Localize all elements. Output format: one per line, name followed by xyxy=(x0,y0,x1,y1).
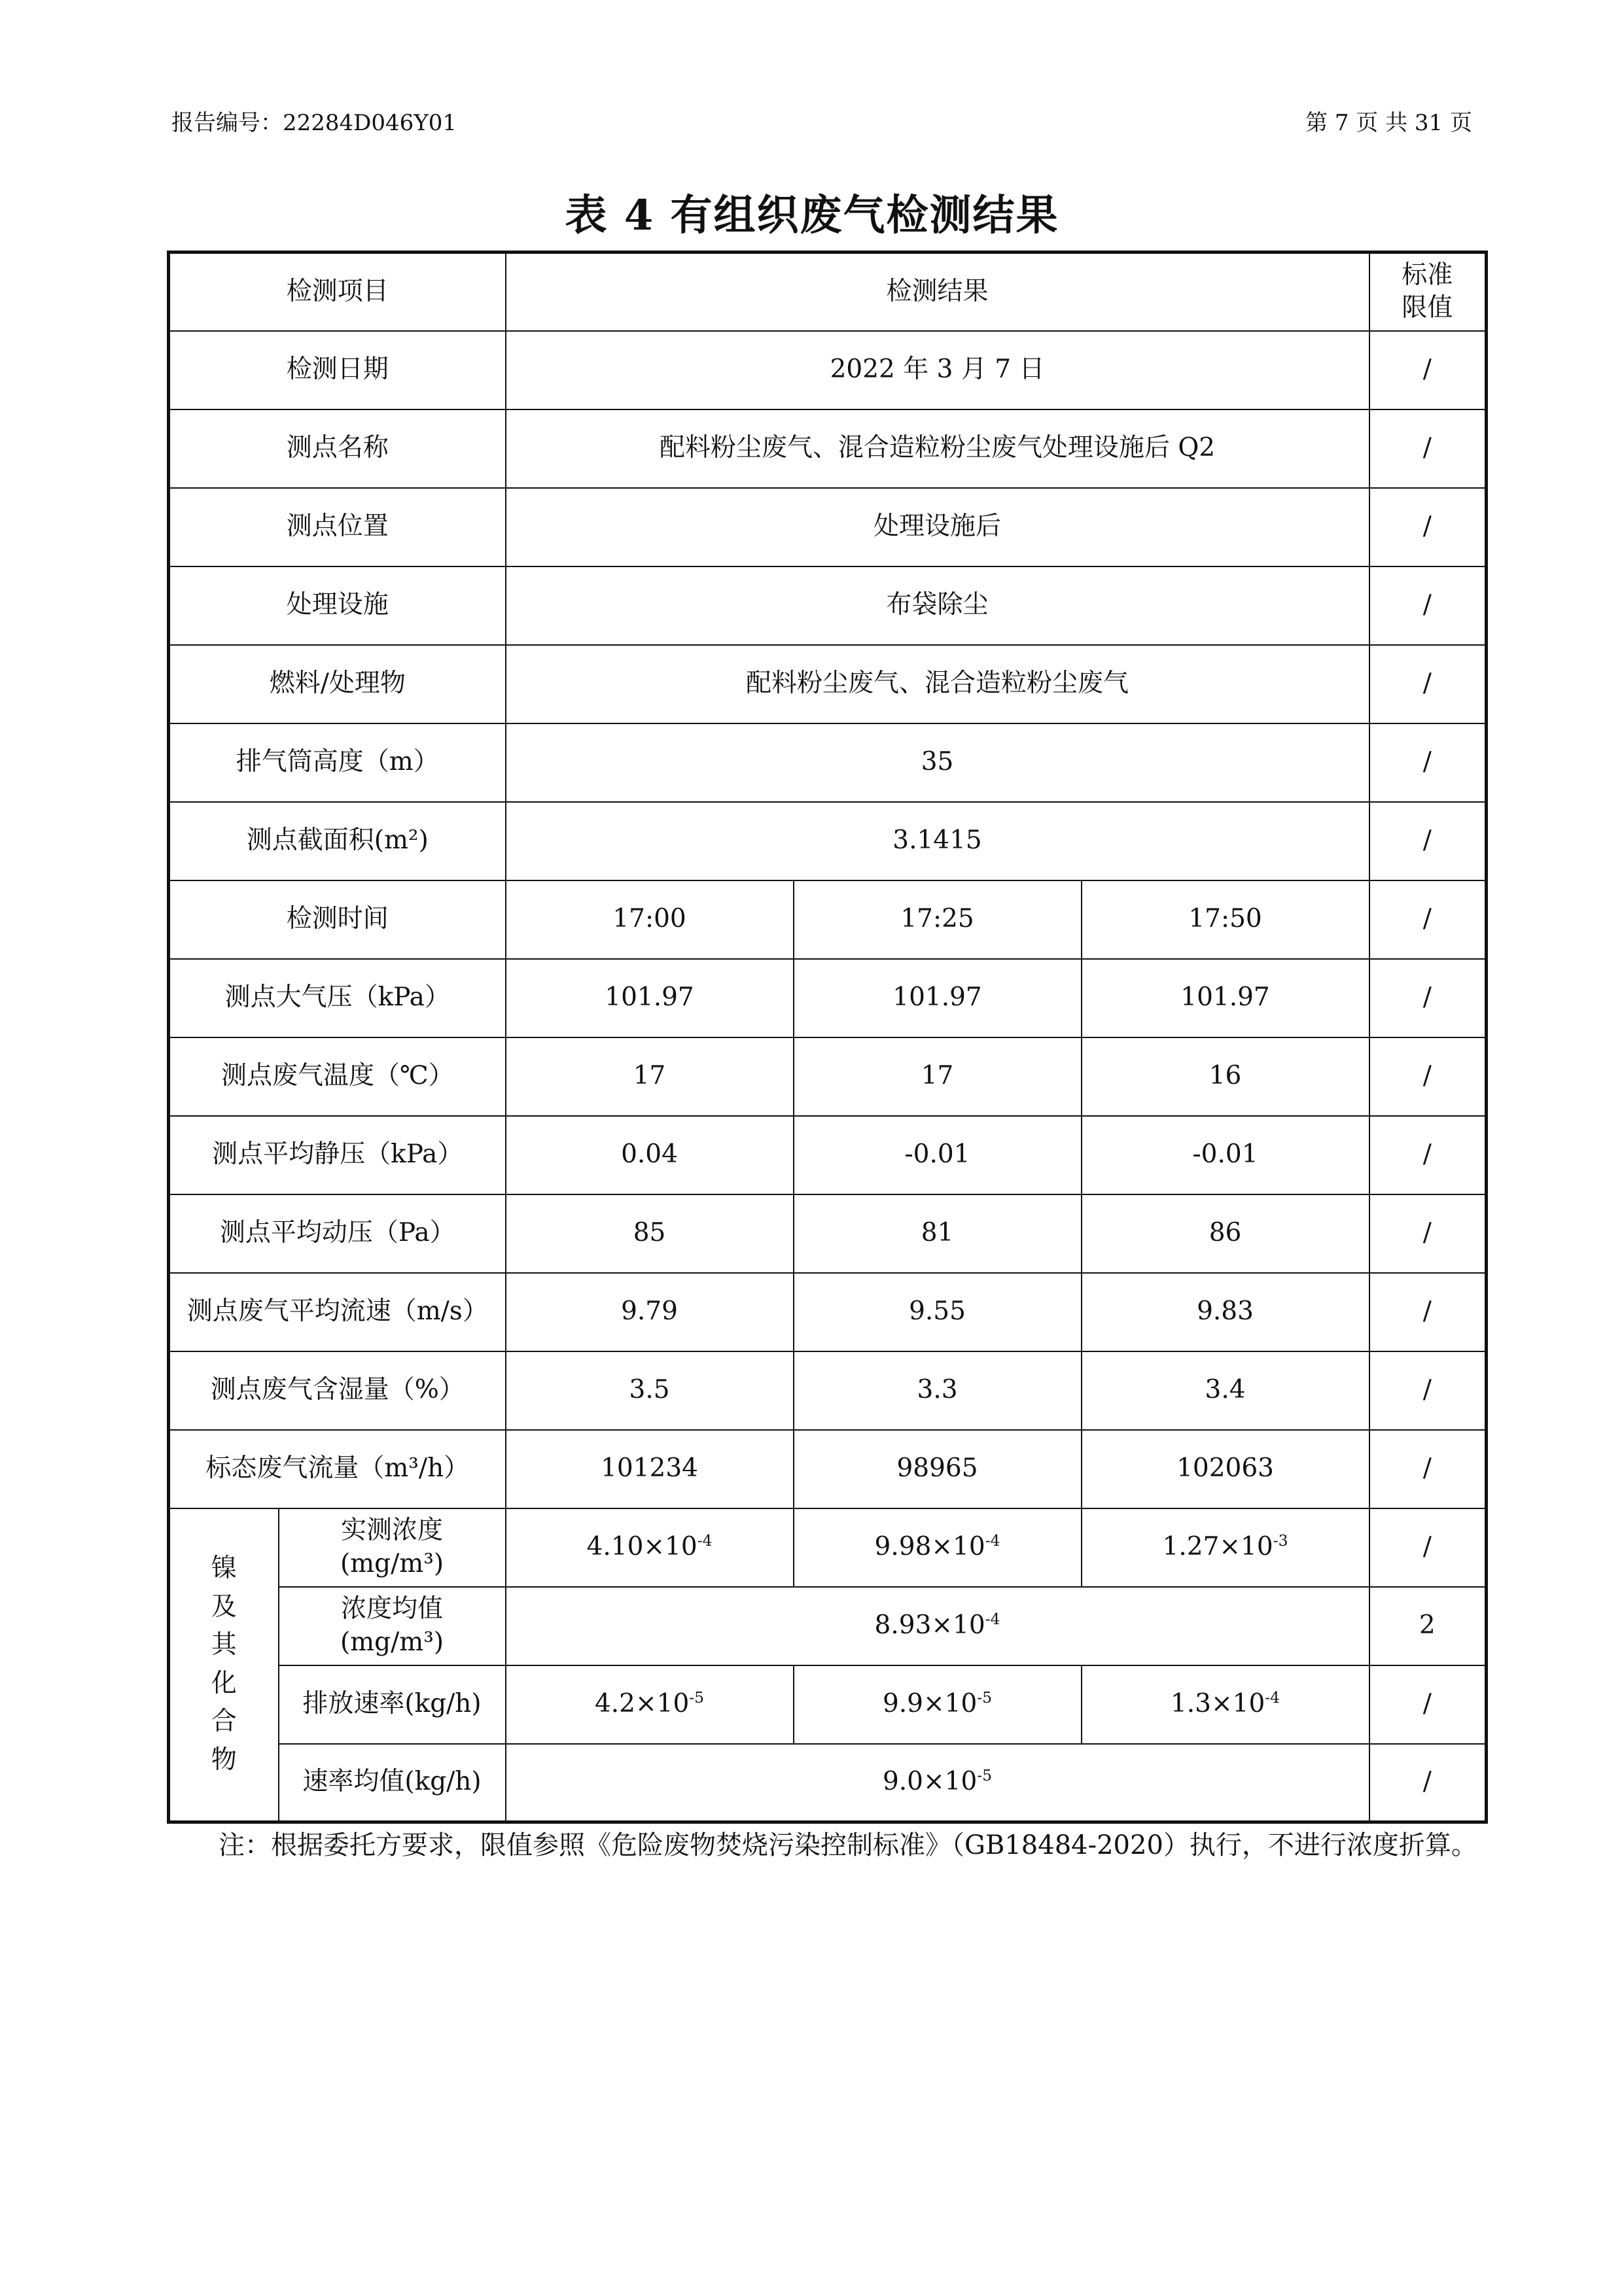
row-limit: / xyxy=(1369,1116,1487,1194)
header-limit: 标准限值 xyxy=(1369,252,1487,331)
measured-conc-2: $9.98\times 10^{-4}$ xyxy=(794,1508,1082,1587)
row-label: 标态废气流量（m³/h） xyxy=(169,1430,506,1508)
row-value-1: 17 xyxy=(506,1037,794,1116)
rate-3: $1.3\times 10^{-4}$ xyxy=(1082,1665,1369,1744)
row-label: 测点名称 xyxy=(169,409,506,488)
row-limit: / xyxy=(1369,488,1487,566)
row-value-2: 17:25 xyxy=(794,880,1082,959)
row-value: 2022 年 3 月 7 日 xyxy=(506,331,1369,409)
row-limit: / xyxy=(1369,1430,1487,1508)
row-label: 测点大气压（kPa） xyxy=(169,959,506,1037)
row-label: 测点位置 xyxy=(169,488,506,566)
row-label: 燃料/处理物 xyxy=(169,645,506,723)
row-value-1: 101234 xyxy=(506,1430,794,1508)
row-label: 测点截面积(m²) xyxy=(169,802,506,880)
row-value-1: 85 xyxy=(506,1194,794,1273)
row-limit: / xyxy=(1369,880,1487,959)
row-limit: / xyxy=(1369,959,1487,1037)
table-row xyxy=(169,1194,1487,1273)
row-limit: / xyxy=(1369,1273,1487,1351)
row-value: 配料粉尘废气、混合造粒粉尘废气处理设施后 Q2 xyxy=(506,409,1369,488)
row-value-2: 101.97 xyxy=(794,959,1082,1037)
header-item: 检测项目 xyxy=(169,252,506,331)
row-value-3: -0.01 xyxy=(1082,1116,1369,1194)
row-value-3: 86 xyxy=(1082,1194,1369,1273)
results-table xyxy=(167,251,1488,1824)
mean-conc-label: 浓度均值 (mg/m³) xyxy=(279,1587,506,1665)
row-value-2: 3.3 xyxy=(794,1351,1082,1430)
row-value-1: 0.04 xyxy=(506,1116,794,1194)
row-label: 处理设施 xyxy=(169,566,506,645)
table-row xyxy=(169,1351,1487,1430)
row-label: 检测日期 xyxy=(169,331,506,409)
report-number: 报告编号：22284D046Y01 xyxy=(171,110,457,136)
row-limit: / xyxy=(1369,1665,1487,1744)
nickel-measured-row xyxy=(169,1508,1487,1587)
row-value-2: -0.01 xyxy=(794,1116,1082,1194)
row-value-3: 16 xyxy=(1082,1037,1369,1116)
header-result: 检测结果 xyxy=(506,252,1369,331)
row-value-2: 98965 xyxy=(794,1430,1082,1508)
measured-conc-1: $4.10\times 10^{-4}$ xyxy=(506,1508,794,1587)
row-limit: 2 xyxy=(1369,1587,1487,1665)
row-limit: / xyxy=(1369,802,1487,880)
nickel-rate-row xyxy=(169,1665,1487,1744)
row-value: 布袋除尘 xyxy=(506,566,1369,645)
table-row xyxy=(169,1037,1487,1116)
row-value-3: 101.97 xyxy=(1082,959,1369,1037)
row-label: 测点平均静压（kPa） xyxy=(169,1116,506,1194)
row-value: 配料粉尘废气、混合造粒粉尘废气 xyxy=(506,645,1369,723)
measured-conc-label: 实测浓度 (mg/m³) xyxy=(279,1508,506,1587)
row-label: 测点废气温度（℃） xyxy=(169,1037,506,1116)
row-limit: / xyxy=(1369,1351,1487,1430)
row-value: 处理设施后 xyxy=(506,488,1369,566)
table-row xyxy=(169,645,1487,723)
row-value: 35 xyxy=(506,723,1369,802)
table-row xyxy=(169,409,1487,488)
row-label: 检测时间 xyxy=(169,880,506,959)
row-limit: / xyxy=(1369,1037,1487,1116)
row-value-2: 17 xyxy=(794,1037,1082,1116)
row-limit: / xyxy=(1369,566,1487,645)
row-value-1: 9.79 xyxy=(506,1273,794,1351)
rate-label: 排放速率(kg/h) xyxy=(279,1665,506,1744)
table-row xyxy=(169,1430,1487,1508)
row-limit: / xyxy=(1369,409,1487,488)
page-info: 第 7 页 共 31 页 xyxy=(1305,110,1472,136)
row-limit: / xyxy=(1369,1194,1487,1273)
row-value-2: 9.55 xyxy=(794,1273,1082,1351)
row-limit: / xyxy=(1369,1744,1487,1822)
table-title: 表 4 有组织废气检测结果 xyxy=(565,191,1059,240)
rate-1: $4.2\times 10^{-5}$ xyxy=(506,1665,794,1744)
row-limit: / xyxy=(1369,1508,1487,1587)
row-value-3: 17:50 xyxy=(1082,880,1369,959)
table-note: 注：根据委托方要求，限值参照《危险废物焚烧污染控制标准》（GB18484-2020）执行，不进行浓度折算。 xyxy=(219,1830,1477,1860)
nickel-group-label: 镍及其化合物 xyxy=(169,1508,279,1822)
rate-mean-label: 速率均值(kg/h) xyxy=(279,1744,506,1822)
row-value-1: 3.5 xyxy=(506,1351,794,1430)
nickel-rate-mean-row xyxy=(169,1744,1487,1822)
row-label: 测点平均动压（Pa） xyxy=(169,1194,506,1273)
table-row xyxy=(169,723,1487,802)
mean-conc-value: $8.93\times 10^{-4}$ xyxy=(506,1587,1369,1665)
table-row xyxy=(169,1273,1487,1351)
row-label: 测点废气含湿量（%） xyxy=(169,1351,506,1430)
nickel-mean-row xyxy=(169,1587,1487,1665)
measured-conc-3: $1.27\times 10^{-3}$ xyxy=(1082,1508,1369,1587)
table-header-row xyxy=(169,252,1487,331)
row-label: 测点废气平均流速（m/s） xyxy=(169,1273,506,1351)
table-row xyxy=(169,880,1487,959)
row-value-3: 9.83 xyxy=(1082,1273,1369,1351)
row-limit: / xyxy=(1369,723,1487,802)
row-limit: / xyxy=(1369,645,1487,723)
row-value-3: 3.4 xyxy=(1082,1351,1369,1430)
row-value-3: 102063 xyxy=(1082,1430,1369,1508)
row-label: 排气筒高度（m） xyxy=(169,723,506,802)
table-row xyxy=(169,1116,1487,1194)
row-value-1: 17:00 xyxy=(506,880,794,959)
row-value-1: 101.97 xyxy=(506,959,794,1037)
row-limit: / xyxy=(1369,331,1487,409)
rate-2: $9.9\times 10^{-5}$ xyxy=(794,1665,1082,1744)
row-value-2: 81 xyxy=(794,1194,1082,1273)
table-row xyxy=(169,331,1487,409)
rate-mean-value: $9.0\times 10^{-5}$ xyxy=(506,1744,1369,1822)
table-row xyxy=(169,488,1487,566)
table-row xyxy=(169,566,1487,645)
table-row xyxy=(169,802,1487,880)
table-row xyxy=(169,959,1487,1037)
row-value: 3.1415 xyxy=(506,802,1369,880)
